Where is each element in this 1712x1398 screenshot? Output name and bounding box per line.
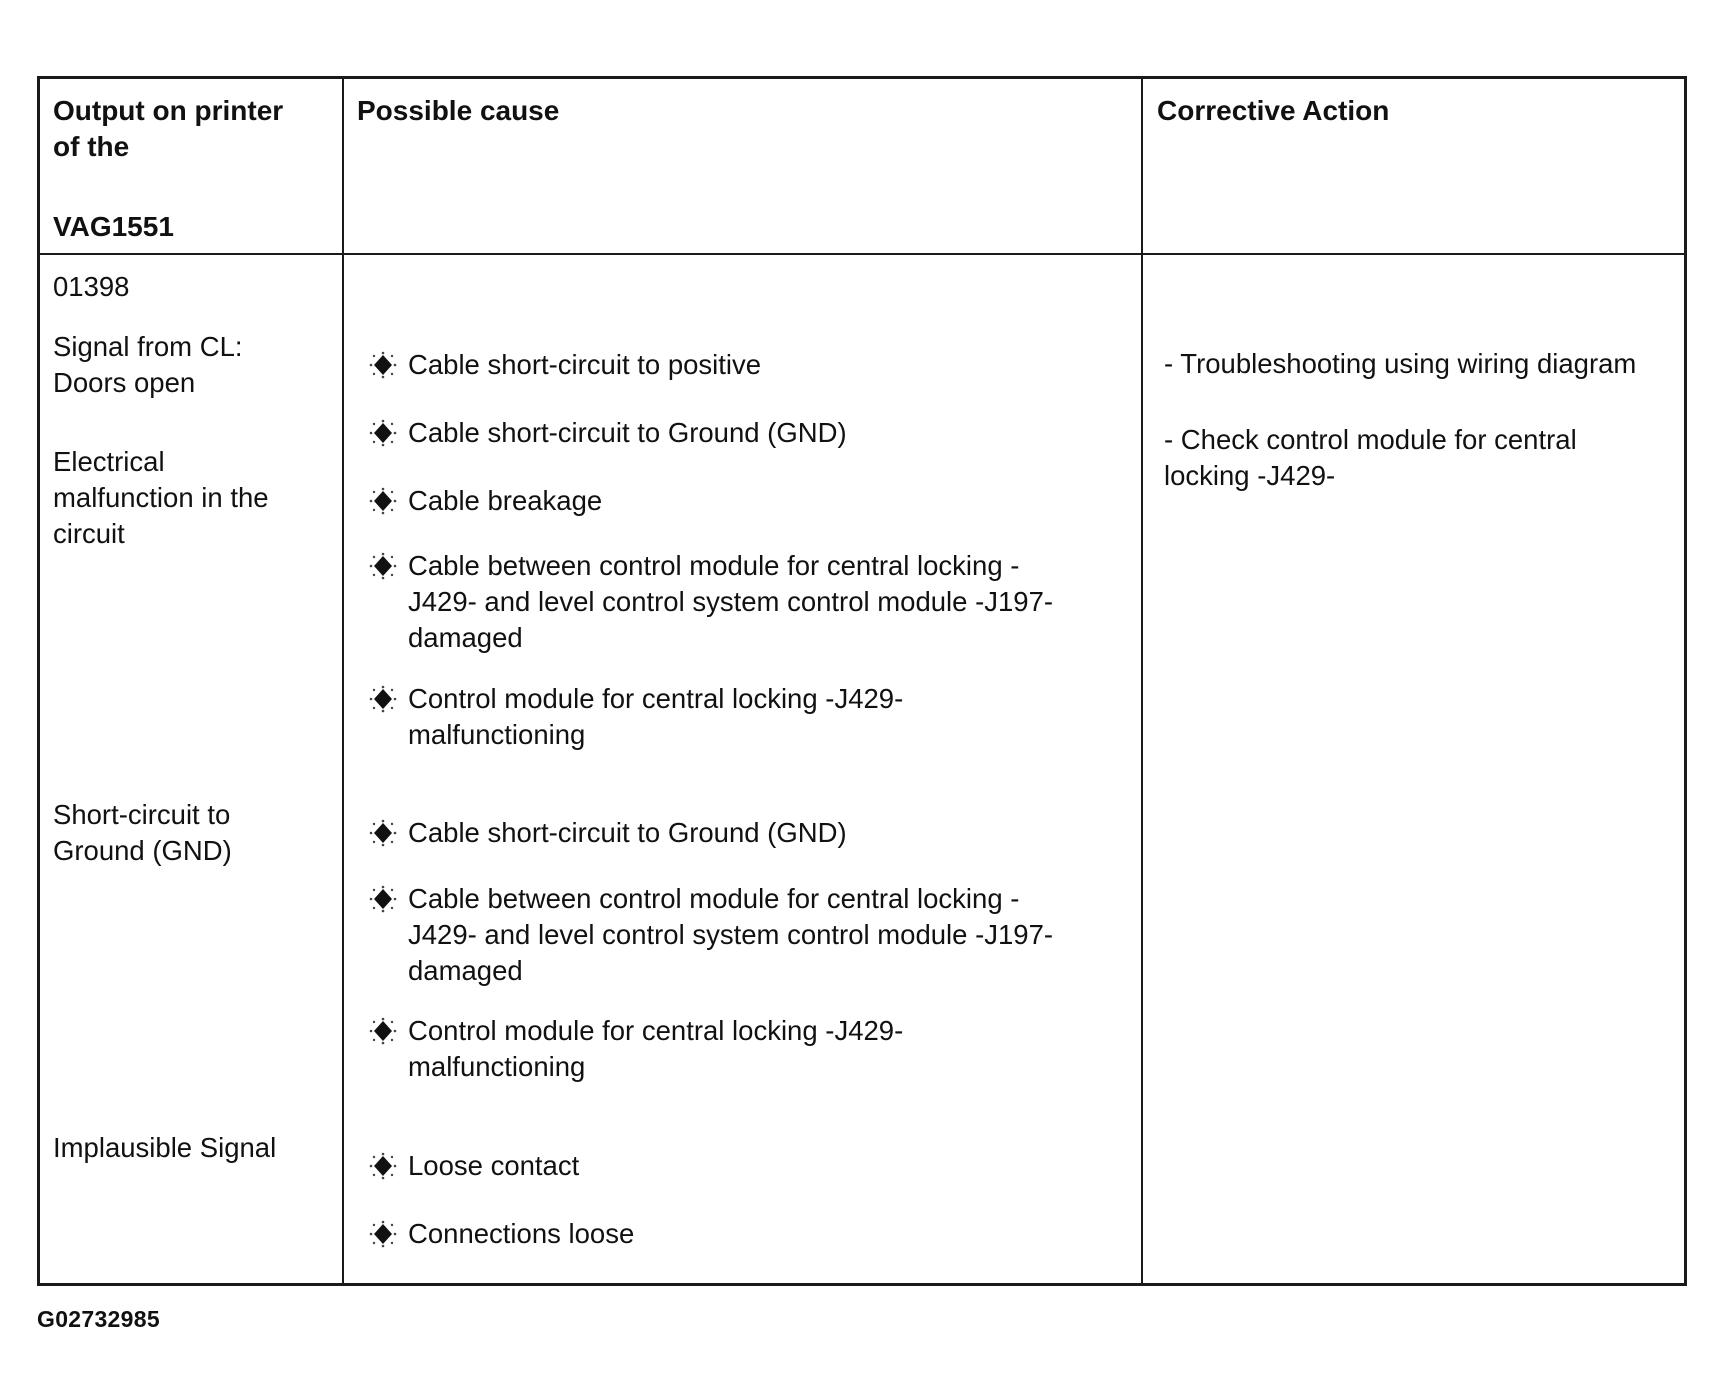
fault-table — [37, 76, 1687, 1286]
header-possible-cause: Possible cause — [357, 95, 560, 126]
header-divider — [40, 253, 1684, 255]
cause-item-line2: J429- and level control system control module -J197- — [408, 919, 1054, 950]
cause-item-line1: Control module for central locking -J429- — [408, 1015, 904, 1046]
cause-item-line1: Cable between control module for central locking - — [408, 550, 1020, 581]
header-output-line2: of the — [53, 131, 130, 162]
action-troubleshooting: - Troubleshooting using wiring diagram — [1164, 348, 1637, 379]
signal-line2: Doors open — [53, 367, 196, 398]
diamond-bullet-icon — [368, 884, 398, 914]
cause-item: Cable breakage — [408, 485, 603, 516]
cause-item: Cable short-circuit to positive — [408, 349, 762, 380]
electrical-line3: circuit — [53, 518, 125, 549]
action-check-line1: - Check control module for central — [1164, 424, 1577, 455]
cause-item-line1: Control module for central locking -J429- — [408, 683, 904, 714]
header-output-line1: Output on printer — [53, 95, 284, 126]
electrical-line1: Electrical — [53, 446, 165, 477]
diamond-bullet-icon — [368, 818, 398, 848]
column-divider-1 — [342, 79, 344, 1283]
diamond-bullet-icon — [368, 684, 398, 714]
diamond-bullet-icon — [368, 1151, 398, 1181]
cause-item: Loose contact — [408, 1150, 580, 1181]
figure-id: G02732985 — [37, 1306, 160, 1332]
diamond-bullet-icon — [368, 1219, 398, 1249]
electrical-line2: malfunction in the — [53, 482, 269, 513]
diamond-bullet-icon — [368, 1016, 398, 1046]
cause-item: Cable short-circuit to Ground (GND) — [408, 817, 847, 848]
cause-item-line2: J429- and level control system control module -J197- — [408, 586, 1054, 617]
short-circuit-line2: Ground (GND) — [53, 835, 232, 866]
short-circuit-line1: Short-circuit to — [53, 799, 231, 830]
cause-item-line2: malfunctioning — [408, 1051, 586, 1082]
action-check-line2: locking -J429- — [1164, 460, 1336, 491]
fault-code: 01398 — [53, 271, 130, 302]
header-corrective-action: Corrective Action — [1157, 95, 1390, 126]
header-output-line3: VAG1551 — [53, 211, 174, 242]
diamond-bullet-icon — [368, 551, 398, 581]
cause-item-line3: damaged — [408, 622, 523, 653]
cause-item: Cable short-circuit to Ground (GND) — [408, 417, 847, 448]
diamond-bullet-icon — [368, 486, 398, 516]
column-divider-2 — [1141, 79, 1143, 1283]
cause-item-line2: malfunctioning — [408, 719, 586, 750]
cause-item-line3: damaged — [408, 955, 523, 986]
implausible-signal: Implausible Signal — [53, 1132, 277, 1163]
diamond-bullet-icon — [368, 418, 398, 448]
diamond-bullet-icon — [368, 350, 398, 380]
cause-item: Connections loose — [408, 1218, 635, 1249]
cause-item-line1: Cable between control module for central locking - — [408, 883, 1020, 914]
signal-line1: Signal from CL: — [53, 331, 243, 362]
